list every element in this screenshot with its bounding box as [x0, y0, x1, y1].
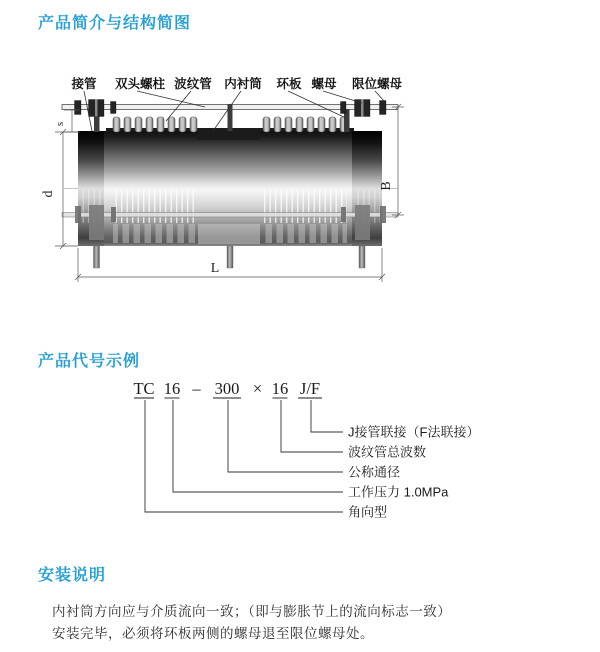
limit-nut-left — [75, 101, 82, 115]
code-type: TC — [133, 379, 155, 398]
label-stud: 双头螺柱 — [114, 77, 166, 91]
dimension-B — [379, 104, 404, 218]
label-nut: 螺母 — [311, 77, 337, 91]
product-code-diagram — [0, 370, 600, 532]
code-connectors — [145, 400, 343, 512]
legend-item-pressure: 工作压力 1.0MPa — [348, 484, 449, 500]
legend-item-type: 角向型 — [348, 504, 388, 520]
section-title-installation: 安装说明 — [38, 567, 107, 584]
code-dash: – — [192, 379, 201, 398]
section-title-code-example: 产品代号示例 — [38, 353, 141, 370]
code-wave-count: 16 — [271, 379, 289, 398]
label-limit-nut: 限位螺母 — [351, 77, 403, 91]
legend-item-diameter: 公称通径 — [348, 464, 401, 480]
limit-nut-right — [380, 101, 387, 115]
label-pipe-end: 接管 — [71, 77, 97, 91]
dimension-d — [41, 129, 78, 249]
svg-text:B: B — [379, 181, 394, 191]
structure-diagram — [0, 58, 460, 298]
label-bellows: 波纹管 — [174, 77, 212, 91]
code-pressure: 16 — [163, 379, 181, 398]
installation-note-line2: 安装完毕，必须将环板两侧的螺母退至限位螺母处。 — [52, 626, 374, 641]
code-times: × — [252, 379, 263, 398]
svg-text:d: d — [41, 190, 56, 198]
installation-note-line1: 内衬筒方向应与介质流向一致；（即与膨胀节上的流向标志一致） — [52, 604, 452, 619]
label-ring-plate: 环板 — [276, 77, 302, 91]
svg-text:L: L — [210, 261, 220, 276]
code-diameter: 300 — [214, 379, 240, 398]
lower-studs — [94, 246, 366, 268]
legend-item-connection: J接管联接（F法联接） — [348, 424, 480, 440]
section-title-intro: 产品简介与结构简图 — [38, 15, 192, 32]
code-connection: J/F — [299, 379, 321, 398]
legend-item-wave-count: 波纹管总波数 — [348, 444, 427, 460]
svg-text:s: s — [54, 121, 66, 127]
label-inner-sleeve: 内衬筒 — [224, 77, 262, 91]
